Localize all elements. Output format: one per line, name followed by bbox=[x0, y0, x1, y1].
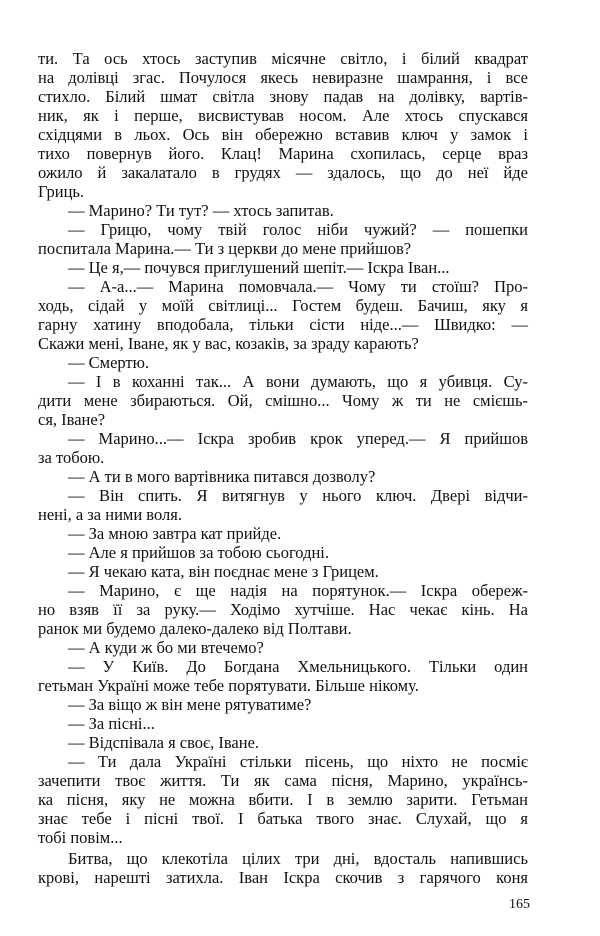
text-line: ходь, сідай у моїй світлиці... Гостем будеш. Бачиш, яку я bbox=[38, 296, 528, 315]
text-line: Гриць. bbox=[38, 182, 85, 201]
text-line: східцями в льох. Ось він обережно вставив ключ у замок і bbox=[38, 125, 528, 144]
text-line: Битва, що клекотіла цілих три дні, вдосталь напившись bbox=[68, 849, 528, 868]
text-line: — За віщо ж він мене рятуватиме? bbox=[68, 695, 312, 714]
text-line: ти. Та ось хтось заступив місячне світло, і білий квадрат bbox=[38, 49, 528, 68]
text-line: — А-а...— Марина помовчала.— Чому ти стоїш? Про- bbox=[68, 277, 528, 296]
text-line: на долівці згас. Почулося якесь невиразне шамрання, і все bbox=[38, 68, 528, 87]
text-line: — Марино...— Іскра зробив крок уперед.— Я прийшов bbox=[68, 429, 528, 448]
text-line: ся, Іване? bbox=[38, 410, 106, 429]
text-line: стихло. Білий шмат світла знову падав на долівку, вартів- bbox=[38, 87, 528, 106]
text-line: — Ти дала Україні стільки пісень, що ніхто не посміє bbox=[68, 752, 528, 771]
text-line: за тобою. bbox=[38, 448, 105, 467]
text-line: зачепити твоє життя. Ти як сама пісня, Марино, українсь- bbox=[38, 771, 528, 790]
text-line: — А куди ж бо ми втечемо? bbox=[68, 638, 264, 657]
text-line: нені, а за ними воля. bbox=[38, 505, 182, 524]
text-line: — Смертю. bbox=[68, 353, 150, 372]
text-line: знає тебе і пісні твої. І батька твого знає. Слухай, що я bbox=[38, 809, 528, 828]
text-line: ник, як і перше, висвистував носом. Але хтось спускався bbox=[38, 106, 528, 125]
text-line: гарну хатину вподобала, тільки сісти ніде...— Швидко: — bbox=[38, 315, 528, 334]
text-line: — Марино? Ти тут? — хтось запитав. bbox=[68, 201, 334, 220]
text-line: гетьман Україні може тебе порятувати. Більше нікому. bbox=[38, 676, 419, 695]
text-line: ранок ми будемо далеко-далеко від Полтави. bbox=[38, 619, 352, 638]
text-line: — У Київ. До Богдана Хмельницького. Тільки один bbox=[68, 657, 528, 676]
text-line: ка пісня, яку не можна вбити. І в землю зарити. Гетьман bbox=[38, 790, 528, 809]
text-line: Скажи мені, Іване, як у вас, козаків, за зраду карають? bbox=[38, 334, 419, 353]
text-line: — Але я прийшов за тобою сьогодні. bbox=[68, 543, 330, 562]
page-number: 165 bbox=[509, 897, 530, 912]
text-line: — Він спить. Я витягнув у нього ключ. Двері відчи- bbox=[68, 486, 528, 505]
text-line: тихо повернув його. Клац! Марина схопилась, серце враз bbox=[38, 144, 528, 163]
text-line: но взяв її за руку.— Ходімо хутчіше. Нас чекає кінь. На bbox=[38, 600, 528, 619]
text-line: — Відспівала я своє, Іване. bbox=[68, 733, 260, 752]
text-line: дити мене збираються. Ой, смішно... Чому ж ти не смієшь- bbox=[38, 391, 528, 410]
text-line: — Марино, є ще надія на порятунок.— Іскра обереж- bbox=[68, 581, 528, 600]
text-line: — За пісні... bbox=[68, 714, 155, 733]
text-line: тобі повім... bbox=[38, 828, 123, 847]
text-line: поспитала Марина.— Ти з церкви до мене прийшов? bbox=[38, 239, 412, 258]
text-line: — Я чекаю ката, він поєднає мене з Грицем. bbox=[68, 562, 379, 581]
text-line: — За мною завтра кат прийде. bbox=[68, 524, 282, 543]
text-line: — І в коханні так... А вони думають, що я убивця. Су- bbox=[68, 372, 528, 391]
text-line: крові, нарешті затихла. Іван Іскра скочив з гарячого коня bbox=[38, 868, 528, 887]
text-line: — Це я,— почувся приглушений шепіт.— Іскра Іван... bbox=[68, 258, 450, 277]
text-line: — А ти в мого вартівника питався дозволу? bbox=[68, 467, 376, 486]
text-line: — Грицю, чому твій голос ніби чужий? — пошепки bbox=[68, 220, 528, 239]
text-line: ожило й закалатало в грудях — здалось, що до неї йде bbox=[38, 163, 528, 182]
